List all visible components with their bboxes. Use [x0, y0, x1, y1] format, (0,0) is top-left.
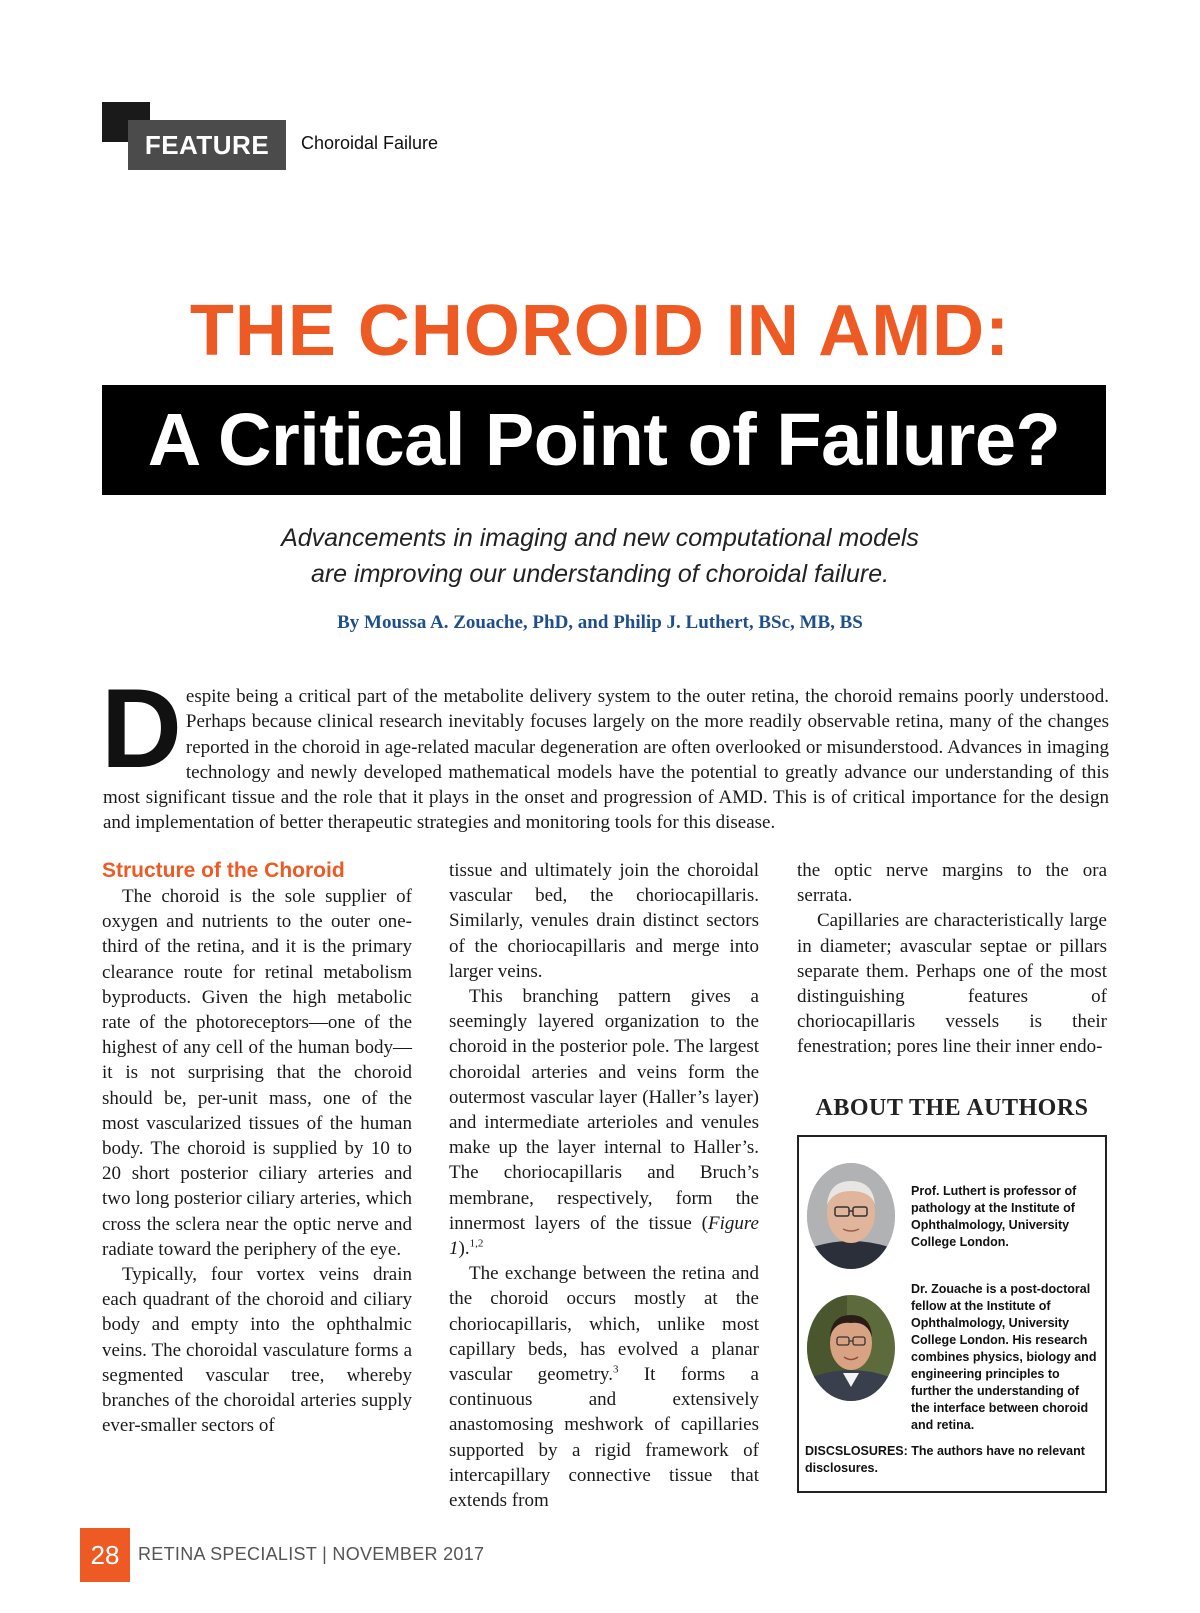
column-2: [449, 858, 759, 1513]
drop-cap: D: [101, 666, 182, 791]
bio-zouache: Dr. Zouache is a post-doctoral fellow at the Institute of Ophthalmology, University College London. His research combines physics, biology and engineering principles to further the understanding of the interface between choroid and retina.: [911, 1282, 1097, 1432]
figure-reference-link[interactable]: Figure 1: [449, 1212, 759, 1260]
col3-paragraph-2: Capillaries are characteristically large in diameter; avascular septae or pillars separate them. Perhaps one of the most distinguishing features of choriocapillaris vessels is their fenestration; pores line their inner endo-: [797, 910, 1107, 1058]
page-number: 28: [80, 1528, 130, 1582]
section-title: Choroidal Failure: [301, 133, 439, 153]
bio-luthert: Prof. Luthert is professor of pathology at the Institute of Ophthalmology, University College London.: [911, 1184, 1077, 1249]
col2-p2-text: This branching pattern gives a seemingly layered organization to the choroid in the posterior pole. The largest choroidal arteries and veins form the outermost vascular layer (Haller’s layer) and intermediate arterioles and venules make up the layer internal to Haller’s. The choriocapillaris and Bruch’s membrane, respectively, form the innermost layers of the tissue (: [449, 986, 759, 1234]
subhead-structure: Structure of the Choroid: [102, 859, 345, 882]
footer-publication: RETINA SPECIALIST | NOVEMBER 2017: [138, 1544, 485, 1564]
col1-paragraph-2: Typically, four vortex veins drain each quadrant of the choroid and ciliary body and empty into the ophthalmic veins. The choroidal vasculature forms a segmented vascular tree, whereby branches of the choroidal arteries supply ever-smaller sectors of: [102, 1264, 412, 1437]
lead-text: espite being a critical part of the metabolite delivery system to the outer retina, the choroid remains poorly understood. Perhaps because clinical research inevitably focuses largely on the more readily observable retina, many of the changes reported in the choroid in age-related macular degeneration are often overlooked or misunderstood. Advances in imaging technology and newly developed mathematical models have the potential to greatly advance our understanding of this most significant tissue and the role that it plays in the onset and progression of AMD. This is of critical importance for the design and implementation of better therapeutic strategies and monitoring tools for this disease.: [103, 686, 1109, 834]
author-photo-zouache: [807, 1295, 895, 1401]
col2-paragraph-2: [449, 984, 759, 1261]
col2-p3-rest: It forms a continuous and extensively anastomosing meshwork of capillaries supported by a rigid framework of intercapillary connective tissue that extends from: [449, 1364, 759, 1512]
lead-paragraph: [101, 666, 1109, 836]
about-authors-box: [797, 1135, 1107, 1493]
citation-1-2: 1,2: [469, 1237, 484, 1250]
dek: [150, 520, 1050, 592]
citation-3: 3: [612, 1363, 619, 1376]
col2-paragraph-1: tissue and ultimately join the choroidal vascular bed, the choriocapillaris. Similarly, venules drain distinct sectors of the choriocapillaris and merge into larger veins.: [449, 860, 759, 982]
headline-line-1: THE CHOROID IN AMD:: [189, 291, 1011, 371]
portrait-zouache-icon: [807, 1295, 895, 1401]
column-3: [797, 858, 1107, 1060]
col2-p2-close: ).: [458, 1238, 470, 1260]
dek-line-1: Advancements in imaging and new computational models: [281, 524, 919, 552]
dek-line-2: are improving our understanding of choroidal failure.: [310, 560, 890, 588]
col2-paragraph-3: [449, 1261, 759, 1513]
headline-line-2: A Critical Point of Failure?: [102, 385, 1106, 495]
about-authors-title: ABOUT THE AUTHORS: [815, 1095, 1089, 1121]
col1-paragraph-1: The choroid is the sole supplier of oxygen and nutrients to the outer one-third of the retina, and it is the primary clearance route for retinal metabolism byproducts. Given the high metabolic rate of the photoreceptors—one of the highest of any cell of the human body—it is not surprising that the choroid should be, per-unit mass, one of the most vascularized tissues of the human body. The choroid is supplied by 10 to 20 short posterior ciliary arteries and two long posterior ciliary arteries, which cross the sclera near the optic nerve and radiate toward the periphery of the eye.: [102, 886, 412, 1260]
col2-p3-text: The exchange between the retina and the choroid occurs mostly at the choriocapillaris, which, unlike most capillary beds, has evolved a planar vascular geometry.: [449, 1263, 759, 1386]
disclosures: DISCSLOSURES: The authors have no relevant disclosures.: [805, 1444, 1085, 1475]
col3-paragraph-1: the optic nerve margins to the ora serrata.: [797, 860, 1107, 907]
column-1: [102, 858, 412, 1438]
author-photo-luthert: [807, 1163, 895, 1269]
portrait-luthert-icon: [807, 1163, 895, 1269]
feature-label: FEATURE: [128, 120, 286, 170]
byline: By Moussa A. Zouache, PhD, and Philip J. Luthert, BSc, MB, BS: [337, 612, 863, 633]
